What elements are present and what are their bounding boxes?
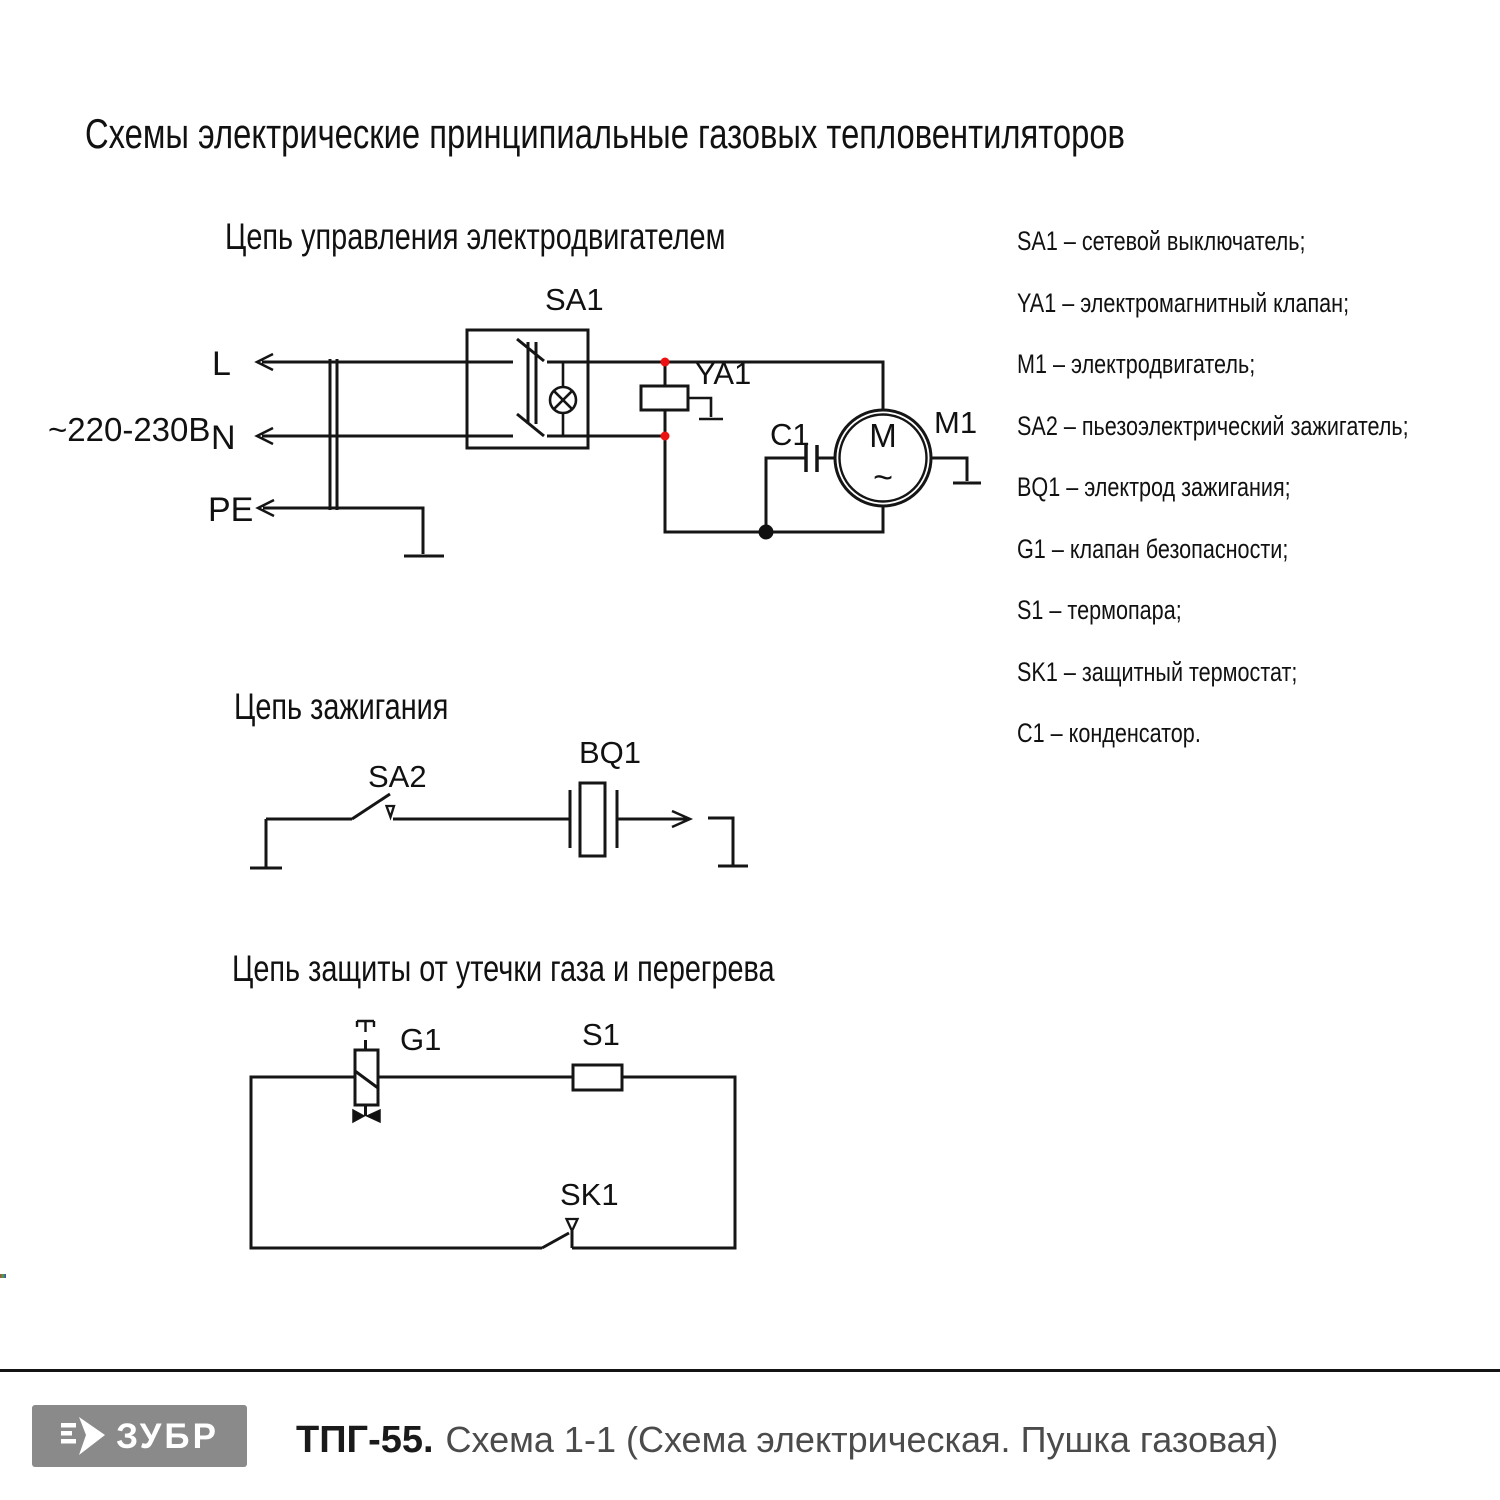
sa1-blade-upper — [517, 339, 544, 361]
terminal-arrow-pe — [258, 500, 444, 556]
legend-item: YA1 – электромагнитный клапан; — [1017, 287, 1350, 318]
label-bq1: BQ1 — [579, 735, 642, 770]
terminal-arrow-l — [257, 354, 513, 370]
legend-item: BQ1 – электрод зажигания; — [1017, 472, 1291, 503]
legend-item: S1 – термопара; — [1017, 595, 1182, 626]
footer-model: ТПГ-55. — [296, 1419, 434, 1461]
label-s1: S1 — [582, 1017, 620, 1052]
junction-dot-red — [661, 358, 670, 367]
label-sa2: SA2 — [368, 759, 427, 794]
footer-divider — [0, 1369, 1500, 1372]
footer-caption — [296, 1419, 1278, 1462]
g1-thermo-tip — [357, 1021, 374, 1032]
c1-capacitor-symbol — [766, 445, 835, 532]
terminal-label-l: L — [212, 345, 231, 383]
label-m1: M1 — [934, 405, 978, 440]
sk1-blade — [542, 1233, 569, 1248]
component-legend — [1017, 211, 1500, 765]
label-g1: G1 — [400, 1022, 442, 1057]
footer — [32, 1405, 247, 1467]
bq1-electrode-symbol — [570, 783, 617, 856]
ya1-ground-icon — [688, 398, 723, 419]
sa1-lamp-icon — [550, 362, 576, 436]
scan-artifact — [0, 1274, 6, 1278]
label-sa1: SA1 — [545, 282, 604, 317]
protection-circuit — [251, 1017, 735, 1248]
legend-item: C1 – конденсатор. — [1017, 718, 1201, 749]
page-title: Схемы электрические принципиальные газовых тепловентиляторов — [85, 110, 1125, 157]
section-title-ignition: Цепь зажигания — [234, 686, 449, 727]
sa2-blade — [352, 794, 390, 819]
zubr-logo-icon — [60, 1414, 108, 1458]
sk1-thermostat-symbol — [542, 1219, 578, 1248]
label-ya1: YA1 — [695, 356, 752, 391]
terminal-arrow-n — [257, 428, 513, 444]
junction-dot-red — [661, 432, 670, 441]
sk1-contact — [567, 1219, 578, 1231]
ignition-circuit — [250, 735, 748, 868]
section-title-motor-control: Цепь управления электродвигателем — [225, 216, 726, 257]
sa2-switch-symbol — [352, 794, 394, 819]
section-title-protection: Цепь защиты от утечки газа и перегрева — [232, 948, 775, 989]
motor-control-circuit — [48, 282, 981, 556]
spark-arrow — [617, 811, 690, 827]
legend-item: SA2 – пьезоэлектрический зажигатель; — [1017, 410, 1409, 441]
terminal-label-pe: PE — [208, 491, 254, 529]
voltage-label: ~220-230В — [48, 411, 211, 448]
terminal-label-n: N — [211, 419, 236, 457]
sa2-contact — [387, 806, 395, 817]
brand-name: ЗУБР — [116, 1416, 219, 1456]
g1-valve-icon — [353, 1105, 380, 1122]
legend-item: M1 – электродвигатель; — [1017, 349, 1256, 380]
label-sk1: SK1 — [560, 1177, 619, 1212]
legend-item: SA1 – сетевой выключатель; — [1017, 226, 1306, 257]
label-c1: C1 — [770, 417, 810, 452]
footer-scheme-caption: Схема 1-1 (Схема электрическая. Пушка газовая) — [445, 1419, 1279, 1460]
sa1-switch-symbol — [467, 330, 588, 448]
brand-logo — [32, 1405, 247, 1467]
legend-item: SK1 – защитный термостат; — [1017, 656, 1298, 687]
ya1-solenoid-symbol — [641, 362, 883, 532]
motor-letter: M — [869, 417, 897, 454]
motor-ac-sign: ~ — [873, 459, 893, 497]
g1-safety-valve-symbol — [353, 1021, 380, 1122]
sa1-blade-lower — [517, 414, 544, 436]
left-ground-icon — [250, 819, 282, 868]
loop-left — [251, 1077, 542, 1248]
junction-dot-black — [759, 525, 774, 540]
right-ground-icon — [708, 818, 748, 866]
loop-right — [572, 1077, 735, 1248]
legend-item: G1 – клапан безопасности; — [1017, 533, 1289, 564]
s1-thermocouple-symbol — [573, 1065, 622, 1090]
